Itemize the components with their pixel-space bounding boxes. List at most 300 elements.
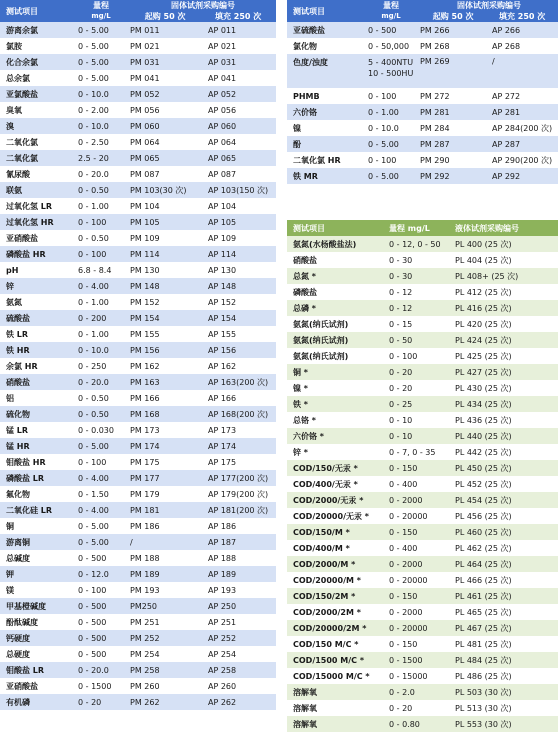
cell-range: 0 - 1.00 [72,294,124,310]
table-row [0,182,276,198]
cell-range: 2.5 - 20 [72,150,124,166]
cell-item: 铁 LR [0,326,72,342]
cell-code-ap: AP 175 [202,454,276,470]
table-row [0,678,276,694]
cell-range: 0 - 5.00 [362,168,414,184]
cell-range: 0 - 100 [72,246,124,262]
cell-range: 0 - 2000 [383,604,449,620]
header-item: 测试项目 [287,220,383,236]
table-row [0,646,276,662]
cell-item: 酚酞碱度 [0,614,72,630]
table-row [287,604,558,620]
table-row [287,364,558,380]
cell-code-pm: PM 114 [124,246,202,262]
cell-item: PHMB [287,88,362,104]
cell-code: PL 486 (25 次) [449,668,558,684]
cell-item: 钙硬度 [0,630,72,646]
cell-code-pm: PM 148 [124,278,202,294]
cell-item: 铜 [0,518,72,534]
cell-item: 锰 HR [0,438,72,454]
cell-code-ap: AP 152 [202,294,276,310]
cell-item: 游离余氯 [0,22,72,38]
cell-item: 总碱度 [0,550,72,566]
cell-code-pm: PM 168 [124,406,202,422]
cell-range: 0 - 10.0 [72,342,124,358]
table-row [287,236,558,252]
cell-code-pm: PM 154 [124,310,202,326]
table-row [0,214,276,230]
cell-code-ap: AP 260 [202,678,276,694]
cell-range: 0 - 7, 0 - 35 [383,444,449,460]
cell-code-pm: PM 174 [124,438,202,454]
cell-item: 氨氮(纳氏试剂) [287,332,383,348]
cell-code-pm: PM 065 [124,150,202,166]
cell-code: PL 440 (25 次) [449,428,558,444]
table-row [287,588,558,604]
cell-code-ap: AP 181(200 次) [202,502,276,518]
cell-code-pm: PM 268 [414,38,486,54]
table-row [0,310,276,326]
table-row [287,380,558,396]
table-row [287,396,558,412]
cell-range: 0 - 1.00 [72,326,124,342]
table-row [287,120,558,136]
cell-item: 氨氮(水杨酸盐法) [287,236,383,252]
cell-range [362,54,414,88]
cell-code-pm: PM 011 [124,22,202,38]
cell-item: COD/1500 M/C * [287,652,383,668]
table-row [0,134,276,150]
cell-code: PL 481 (25 次) [449,636,558,652]
cell-code-ap: AP 292 [486,168,558,184]
cell-range: 0 - 5.00 [362,136,414,152]
cell-item: 色度/浊度 [287,54,362,88]
cell-range: 6.8 - 8.4 [72,262,124,278]
cell-code-ap: AP 187 [202,534,276,550]
cell-code: PL 464 (25 次) [449,556,558,572]
liquid-table-body [287,236,558,732]
table-row [0,630,276,646]
cell-range: 0 - 100 [362,88,414,104]
cell-range: 0 - 4.00 [72,502,124,518]
cell-code-ap: AP 250 [202,598,276,614]
table-row [287,508,558,524]
cell-code: PL 430 (25 次) [449,380,558,396]
cell-range: 0 - 30 [383,252,449,268]
cell-range: 0 - 2.0 [383,684,449,700]
cell-code-pm: PM 188 [124,550,202,566]
cell-item: 铁 * [287,396,383,412]
cell-code-pm: PM 193 [124,582,202,598]
cell-code-pm: PM 156 [124,342,202,358]
cell-item: 铁 HR [0,342,72,358]
cell-item: COD/400/M * [287,540,383,556]
cell-code-ap: AP 268 [486,38,558,54]
cell-code-ap: AP 188 [202,550,276,566]
cell-item: 臭氧 [0,102,72,118]
table-row [287,88,558,104]
table-row [0,694,276,710]
cell-code-pm: PM 284 [414,120,486,136]
cell-item: 总余氯 [0,70,72,86]
table-row [287,620,558,636]
cell-code-pm: PM 060 [124,118,202,134]
table-row [287,348,558,364]
cell-range: 0 - 20 [383,700,449,716]
cell-range: 0 - 20000 [383,508,449,524]
cell-code: PL 553 (30 次) [449,716,558,732]
table-row [0,486,276,502]
cell-range: 0 - 15000 [383,668,449,684]
cell-range: 0 - 500 [72,630,124,646]
right-reagent-table [287,0,558,184]
cell-range: 0 - 50,000 [362,38,414,54]
cell-item: 过氧化氢 LR [0,198,72,214]
table-row [287,668,558,684]
cell-item: 亚硝酸盐 [0,678,72,694]
cell-code-ap: AP 173 [202,422,276,438]
cell-range: 0 - 500 [72,646,124,662]
cell-item: 氰尿酸 [0,166,72,182]
cell-item: 锌 * [287,444,383,460]
cell-item: 总硬度 [0,646,72,662]
header-code-title: 液体试剂采购编号 [449,220,558,236]
cell-range: 0 - 12, 0 - 50 [383,236,449,252]
table-row [287,572,558,588]
cell-item: 亚硫酸盐 [287,22,362,38]
cell-code-ap: AP 251 [202,614,276,630]
cell-code-ap: AP 258 [202,662,276,678]
cell-code-ap: AP 031 [202,54,276,70]
table-row [0,390,276,406]
cell-range: 0 - 1.50 [72,486,124,502]
cell-code-pm: PM 152 [124,294,202,310]
table-row [287,684,558,700]
cell-code: PL 484 (25 次) [449,652,558,668]
cell-code-pm: PM 281 [414,104,486,120]
cell-item: 镍 * [287,380,383,396]
table-row [287,716,558,732]
cell-code: PL 452 (25 次) [449,476,558,492]
cell-item: 铁 MR [287,168,362,184]
table-row [0,406,276,422]
cell-range: 0 - 0.80 [383,716,449,732]
cell-item: COD/20000/无汞 * [287,508,383,524]
left-reagent-table [0,0,276,710]
cell-code-ap: AP 281 [486,104,558,120]
cell-code-ap: AP 052 [202,86,276,102]
cell-code-ap: AP 148 [202,278,276,294]
cell-code-ap: AP 156 [202,342,276,358]
cell-range: 0 - 10.0 [362,120,414,136]
cell-range: 0 - 2000 [383,556,449,572]
cell-code-ap: AP 130 [202,262,276,278]
cell-code-pm: PM 162 [124,358,202,374]
cell-range: 0 - 0.50 [72,390,124,406]
cell-code: PL 450 (25 次) [449,460,558,476]
cell-range: 0 - 0.50 [72,230,124,246]
cell-range: 0 - 100 [72,214,124,230]
table-row [287,136,558,152]
cell-code-pm: PM 266 [414,22,486,38]
cell-range: 0 - 150 [383,636,449,652]
cell-item: COD/15000 M/C * [287,668,383,684]
cell-range: 0 - 5.00 [72,22,124,38]
cell-code-ap: AP 109 [202,230,276,246]
cell-code: PL 454 (25 次) [449,492,558,508]
cell-code-pm: PM 290 [414,152,486,168]
cell-code-pm: PM 163 [124,374,202,390]
cell-range: 0 - 100 [362,152,414,168]
header-pm: 起购 50 次 [144,12,186,21]
table-row [0,550,276,566]
cell-code-pm: PM 186 [124,518,202,534]
cell-item: COD/20000/2M * [287,620,383,636]
cell-item: 亚硝酸盐 [0,230,72,246]
cell-code: PL 400 (25 次) [449,236,558,252]
cell-code-ap: AP 041 [202,70,276,86]
cell-code-ap: AP 166 [202,390,276,406]
cell-code-ap: AP 179(200 次) [202,486,276,502]
cell-range: 0 - 2.00 [72,102,124,118]
cell-code-ap: AP 162 [202,358,276,374]
table-row [0,342,276,358]
right-blue-table-header [287,0,558,22]
table-row [0,150,276,166]
table-row [287,300,558,316]
table-row [287,636,558,652]
cell-range: 0 - 1.00 [362,104,414,120]
cell-range: 0 - 0.030 [72,422,124,438]
cell-item: 溶解氧 [287,700,383,716]
cell-code-ap: AP 021 [202,38,276,54]
table-row [287,168,558,184]
cell-range: 0 - 250 [72,358,124,374]
cell-item: 甲基橙碱度 [0,598,72,614]
header-pm: 起购 50 次 [432,12,474,21]
cell-range: 0 - 5.00 [72,518,124,534]
cell-code-ap: AP 287 [486,136,558,152]
cell-item: 余氯 HR [0,358,72,374]
cell-code-pm: PM 031 [124,54,202,70]
cell-range: 0 - 500 [362,22,414,38]
cell-code-ap: AP 193 [202,582,276,598]
cell-code: PL 466 (25 次) [449,572,558,588]
cell-range: 0 - 100 [72,582,124,598]
cell-code-ap: AP 266 [486,22,558,38]
cell-code: PL 467 (25 次) [449,620,558,636]
cell-code-pm: PM 287 [414,136,486,152]
cell-item: 磷酸盐 LR [0,470,72,486]
table-row [0,470,276,486]
cell-range: 0 - 2.50 [72,134,124,150]
cell-item: 亚氯酸盐 [0,86,72,102]
table-row [287,252,558,268]
cell-code-pm: PM 251 [124,614,202,630]
cell-item: 氯胺 [0,38,72,54]
cell-range-line2: 10 - 500HU [368,69,414,78]
cell-range: 0 - 5.00 [72,438,124,454]
table-row [287,412,558,428]
table-row [287,652,558,668]
cell-code-pm: PM 104 [124,198,202,214]
cell-range: 0 - 0.50 [72,182,124,198]
table-row [0,422,276,438]
cell-code-ap: AP 065 [202,150,276,166]
cell-range: 0 - 1500 [72,678,124,694]
cell-item: 过氧化氢 HR [0,214,72,230]
cell-code-pm: PM 109 [124,230,202,246]
cell-code-pm: PM 087 [124,166,202,182]
cell-item: 溴 [0,118,72,134]
cell-item: 硝酸盐 [0,374,72,390]
header-code-title: 固体试剂采购编号 [457,1,521,10]
cell-code-ap: AP 254 [202,646,276,662]
cell-item: 氨氮 [0,294,72,310]
cell-item: 镁 [0,582,72,598]
header-range: 量程 [383,1,399,10]
cell-range: 0 - 5.00 [72,534,124,550]
table-row [287,22,558,38]
cell-item: pH [0,262,72,278]
cell-code: PL 442 (25 次) [449,444,558,460]
table-row [0,22,276,38]
cell-item: 硫化物 [0,406,72,422]
table-row [0,198,276,214]
cell-item: COD/150 M/C * [287,636,383,652]
cell-code-pm: PM 056 [124,102,202,118]
cell-range: 0 - 12 [383,284,449,300]
table-row [0,38,276,54]
cell-item: 硝酸盐 [287,252,383,268]
cell-code-pm: PM 041 [124,70,202,86]
table-row [0,278,276,294]
cell-code-ap: AP 186 [202,518,276,534]
cell-item: 钾 [0,566,72,582]
cell-item: 锌 [0,278,72,294]
table-row [287,460,558,476]
cell-code: PL 503 (30 次) [449,684,558,700]
cell-item: 二氧化氯 [0,150,72,166]
cell-code-ap: / [486,54,558,88]
table-row [287,268,558,284]
table-row [287,428,558,444]
table-row [287,476,558,492]
cell-item: COD/2000/2M * [287,604,383,620]
right-blue-table-body [287,22,558,184]
cell-code-ap: AP 104 [202,198,276,214]
cell-code-ap: AP 174 [202,438,276,454]
cell-range: 0 - 25 [383,396,449,412]
cell-code: PL 412 (25 次) [449,284,558,300]
cell-code-pm: PM 103(30 次) [124,182,202,198]
cell-code-ap: AP 105 [202,214,276,230]
cell-range: 0 - 20000 [383,572,449,588]
cell-code-ap: AP 114 [202,246,276,262]
table-row [0,166,276,182]
cell-code-ap: AP 103(150 次) [202,182,276,198]
table-row [0,438,276,454]
cell-code-pm: PM 021 [124,38,202,54]
cell-item: 有机磷 [0,694,72,710]
cell-range: 0 - 150 [383,588,449,604]
table-row [0,86,276,102]
cell-item: 溶解氧 [287,716,383,732]
liquid-reagent-table [287,220,558,732]
table-row [287,332,558,348]
table-row [287,524,558,540]
cell-code-pm: PM 064 [124,134,202,150]
cell-code-pm: PM 105 [124,214,202,230]
cell-code-ap: AP 262 [202,694,276,710]
header-code-title: 固体试剂采购编号 [171,1,235,10]
table-row [287,284,558,300]
table-row [287,38,558,54]
header-ap: 填充 250 次 [498,12,546,21]
cell-code-ap: AP 189 [202,566,276,582]
cell-range: 0 - 1.00 [72,198,124,214]
table-row [287,556,558,572]
header-range: 量程 mg/L [383,220,449,236]
table-row [287,444,558,460]
cell-item: 二氧化氯 HR [287,152,362,168]
cell-range: 0 - 12 [383,300,449,316]
cell-code-pm: PM 189 [124,566,202,582]
header-item: 测试项目 [287,0,362,22]
liquid-table-header [287,220,558,236]
cell-code-ap: AP 284(200 次) [486,120,558,136]
cell-item: COD/150/M * [287,524,383,540]
cell-item: 钼酸盐 HR [0,454,72,470]
cell-item: 钼酸盐 LR [0,662,72,678]
cell-range: 0 - 500 [72,598,124,614]
cell-item: 氨氮(纳氏试剂) [287,348,383,364]
cell-item: COD/150/无汞 * [287,460,383,476]
cell-code-pm: PM 181 [124,502,202,518]
table-row [287,700,558,716]
cell-item: 铜 * [287,364,383,380]
table-row [0,294,276,310]
cell-code-ap: AP 056 [202,102,276,118]
cell-code-pm: PM 130 [124,262,202,278]
cell-code-pm: PM 258 [124,662,202,678]
cell-code-pm: PM 179 [124,486,202,502]
cell-item: 化合余氯 [0,54,72,70]
table-row [0,518,276,534]
cell-code-pm: PM250 [124,598,202,614]
cell-code-pm: PM 272 [414,88,486,104]
table-row [0,102,276,118]
cell-range: 0 - 20 [383,380,449,396]
cell-code-ap: AP 177(200 次) [202,470,276,486]
cell-item: COD/150/2M * [287,588,383,604]
cell-code-pm: PM 052 [124,86,202,102]
header-item: 测试项目 [0,0,72,22]
cell-range: 0 - 500 [72,550,124,566]
cell-code-pm: / [124,534,202,550]
cell-item: 总氮 * [287,268,383,284]
cell-item: 镍 [287,120,362,136]
cell-code-ap: AP 154 [202,310,276,326]
cell-item: COD/2000/M * [287,556,383,572]
table-row [0,582,276,598]
table-row [0,70,276,86]
table-row [0,118,276,134]
cell-item: 二氧化硅 LR [0,502,72,518]
table-row [0,534,276,550]
cell-code-pm: PM 155 [124,326,202,342]
table-row [0,54,276,70]
